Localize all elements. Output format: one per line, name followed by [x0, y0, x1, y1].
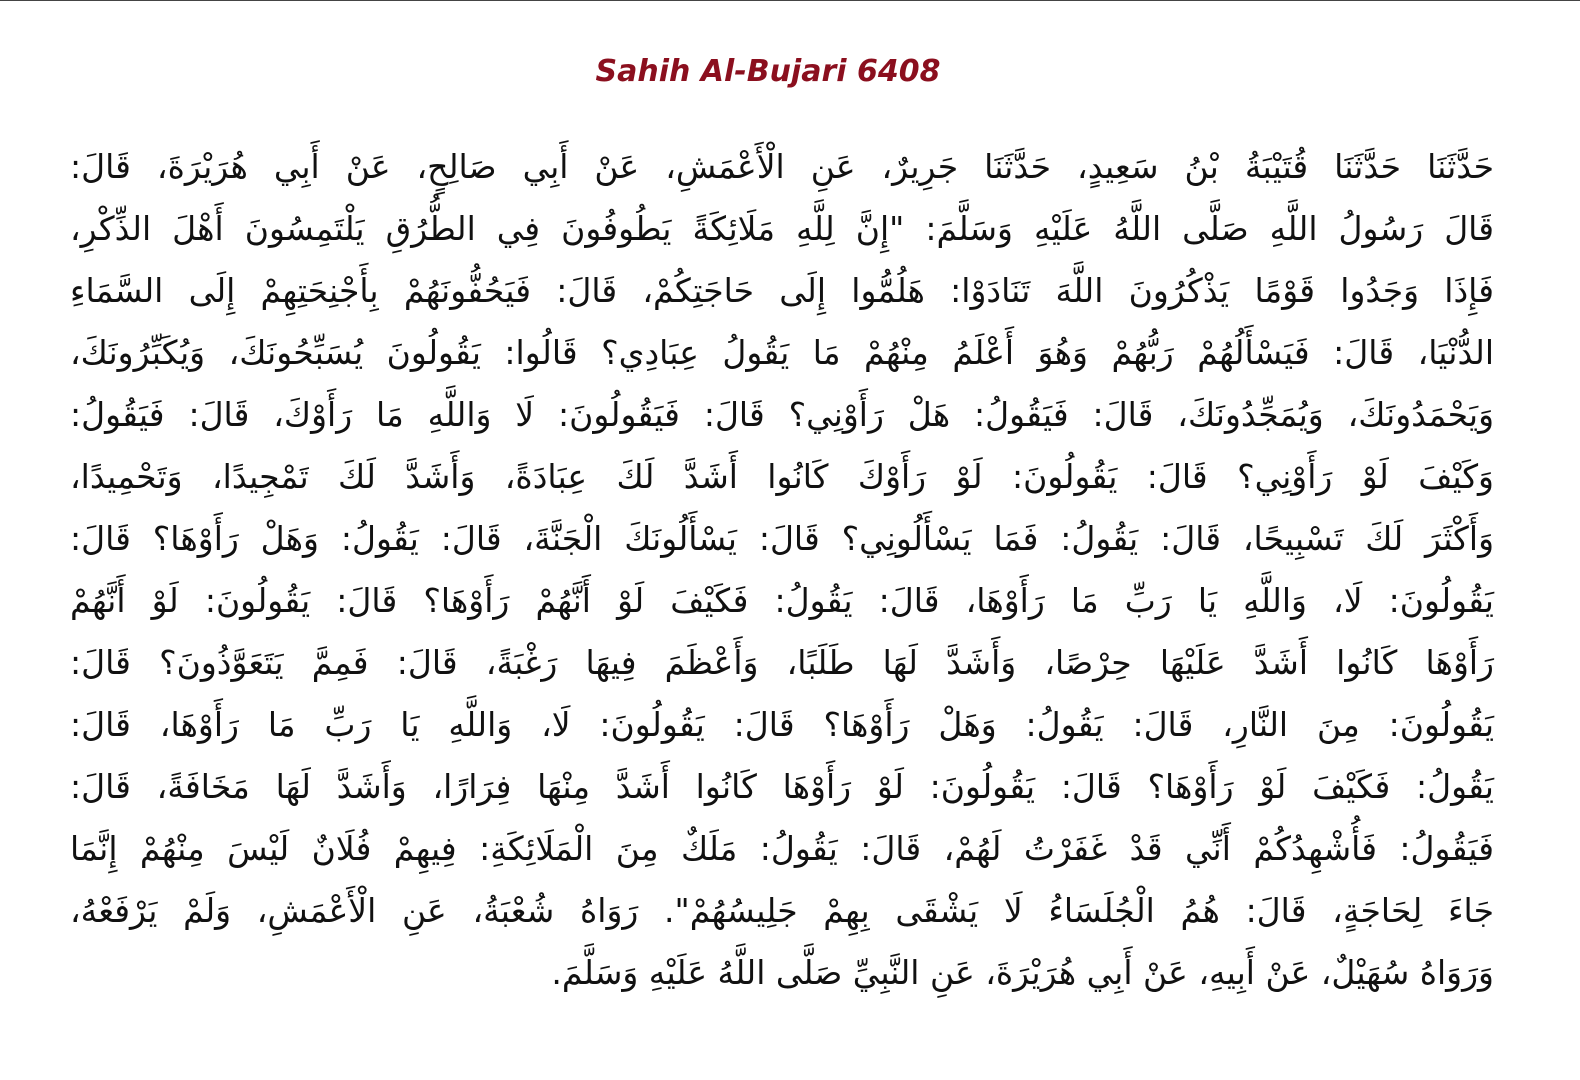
text-line: وَرَوَاهُ سُهَيْلٌ، عَنْ أَبِيهِ، عَنْ أَبِي هُرَيْرَةَ، عَنِ النَّبِيِّ صَلَّى اللَّهُ عَلَيْهِ وَسَلَّمَ.: [551, 953, 1494, 992]
text-line: فَيَقُولُ: فَأُشْهِدُكُمْ أَنِّي قَدْ غَفَرْتُ لَهُمْ، قَالَ: يَقُولُ: مَلَكٌ مِنَ الْمَلَائِكَةِ: فِيهِمْ فُلَانٌ لَيْسَ مِنْهُمْ إِنَّمَا: [70, 829, 1494, 868]
text-line: قَالَ رَسُولُ اللَّهِ صَلَّى اللَّهُ عَلَيْهِ وَسَلَّمَ: "إِنَّ لِلَّهِ مَلَائِكَةً يَطُوفُونَ فِي الطُّرُقِ يَلْتَمِسُونَ أَهْلَ الذِّكْرِ،: [70, 209, 1494, 248]
text-line: فَإِذَا وَجَدُوا قَوْمًا يَذْكُرُونَ اللَّهَ تَنَادَوْا: هَلُمُّوا إِلَى حَاجَتِكُمْ، قَالَ: فَيَحُفُّونَهُمْ بِأَجْنِحَتِهِمْ إِلَى السَّمَاءِ: [70, 271, 1494, 310]
hadith-text: [70, 136, 1494, 1004]
text-line: جَاءَ لِحَاجَةٍ، قَالَ: هُمُ الْجُلَسَاءُ لَا يَشْقَى بِهِمْ جَلِيسُهُمْ". رَوَاهُ شُعْبَةُ، عَنِ الْأَعْمَشِ، وَلَمْ يَرْفَعْهُ،: [70, 891, 1494, 930]
text-line: حَدَّثَنَا حَدَّثَنَا قُتَيْبَةُ بْنُ سَعِيدٍ، حَدَّثَنَا جَرِيرٌ، عَنِ الْأَعْمَشِ، عَنْ أَبِي صَالِحٍ، عَنْ أَبِي هُرَيْرَةَ، قَالَ:: [70, 147, 1494, 186]
text-line: رَأَوْهَا كَانُوا أَشَدَّ عَلَيْهَا حِرْصًا، وَأَشَدَّ لَهَا طَلَبًا، وَأَعْظَمَ فِيهَا رَغْبَةً، قَالَ: فَمِمَّ يَتَعَوَّذُونَ؟ قَالَ:: [70, 643, 1494, 682]
text-line: الدُّنْيَا، قَالَ: فَيَسْأَلُهُمْ رَبُّهُمْ وَهُوَ أَعْلَمُ مِنْهُمْ مَا يَقُولُ عِبَادِي؟ قَالُوا: يَقُولُونَ يُسَبِّحُونَكَ، وَيُكَبِّرُونَكَ،: [70, 333, 1494, 372]
document-title: Sahih Al-Bujari 6408: [595, 54, 941, 89]
text-line: يَقُولُونَ: مِنَ النَّارِ، قَالَ: يَقُولُ: وَهَلْ رَأَوْهَا؟ قَالَ: يَقُولُونَ: لَا، وَاللَّهِ يَا رَبِّ مَا رَأَوْهَا، قَالَ:: [70, 705, 1494, 744]
text-line: وَكَيْفَ لَوْ رَأَوْنِي؟ قَالَ: يَقُولُونَ: لَوْ رَأَوْكَ كَانُوا أَشَدَّ لَكَ عِبَادَةً، وَأَشَدَّ لَكَ تَمْجِيدًا، وَتَحْمِيدًا،: [70, 457, 1494, 496]
text-line: وَأَكْثَرَ لَكَ تَسْبِيحًا، قَالَ: يَقُولُ: فَمَا يَسْأَلُونِي؟ قَالَ: يَسْأَلُونَكَ الْجَنَّةَ، قَالَ: يَقُولُ: وَهَلْ رَأَوْهَا؟ قَالَ:: [70, 519, 1494, 558]
text-line: وَيَحْمَدُونَكَ، وَيُمَجِّدُونَكَ، قَالَ: فَيَقُولُ: هَلْ رَأَوْنِي؟ قَالَ: فَيَقُولُونَ: لَا وَاللَّهِ مَا رَأَوْكَ، قَالَ: فَيَقُولُ:: [70, 395, 1494, 434]
text-line: يَقُولُونَ: لَا، وَاللَّهِ يَا رَبِّ مَا رَأَوْهَا، قَالَ: يَقُولُ: فَكَيْفَ لَوْ أَنَّهُمْ رَأَوْهَا؟ قَالَ: يَقُولُونَ: لَوْ أَنَّهُمْ: [70, 581, 1494, 620]
top-border-line: [0, 0, 1580, 1]
text-line: يَقُولُ: فَكَيْفَ لَوْ رَأَوْهَا؟ قَالَ: يَقُولُونَ: لَوْ رَأَوْهَا كَانُوا أَشَدَّ مِنْهَا فِرَارًا، وَأَشَدَّ لَهَا مَخَافَةً، قَالَ:: [70, 767, 1494, 806]
